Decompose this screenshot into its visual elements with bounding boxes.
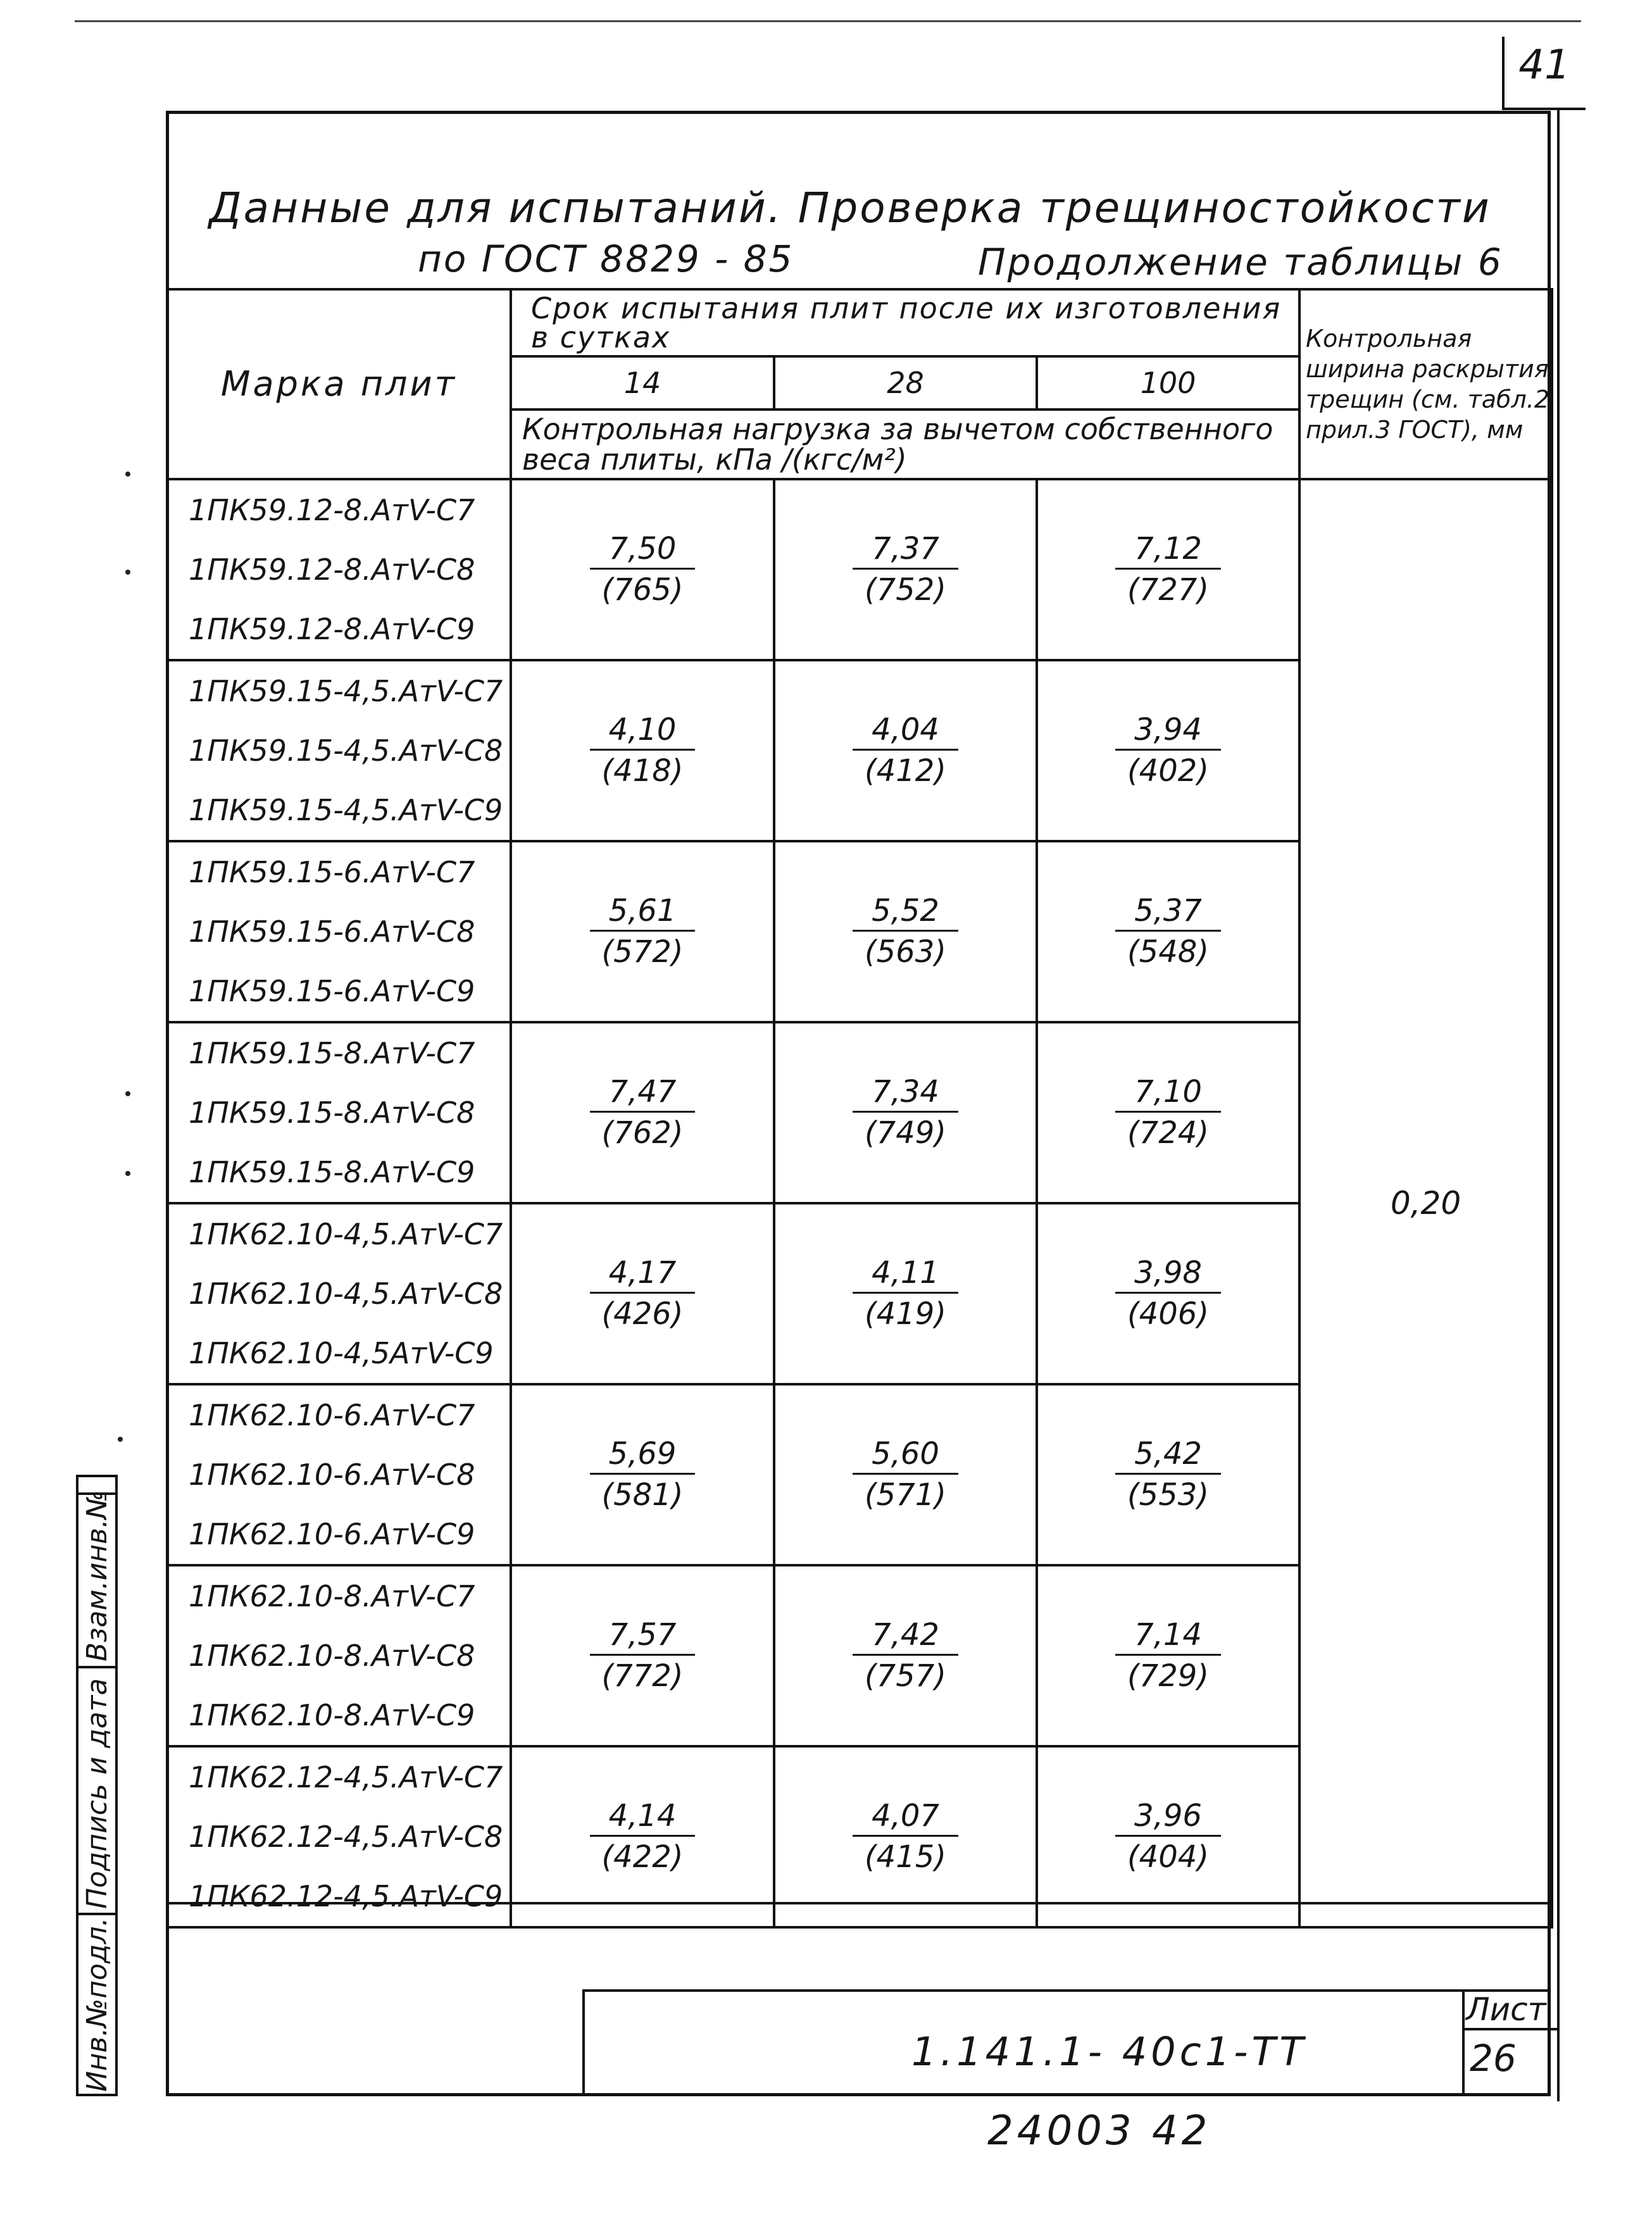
header-control-load: Контрольная нагрузка за вычетом собственного веса плиты, кПа /(кгс/м²) xyxy=(511,410,1299,479)
plate-mark: 1ПК59.15-8.АтV-С8 xyxy=(189,1096,475,1130)
side-label-podpis-data: Подпись и дата xyxy=(81,1678,113,1909)
mark-cell xyxy=(167,1022,511,1203)
load-kpa: 3,94 xyxy=(1115,711,1221,751)
load-kpa: 7,42 xyxy=(853,1616,958,1656)
load-100-cell xyxy=(1037,479,1299,660)
load-kgs: (762) xyxy=(601,1115,684,1151)
header-marka: Марка плит xyxy=(167,289,511,479)
load-14-cell xyxy=(511,660,774,841)
load-28-cell xyxy=(774,1384,1037,1565)
load-kgs: (749) xyxy=(864,1115,947,1151)
load-100-cell xyxy=(1037,1746,1299,1927)
load-kpa: 3,96 xyxy=(1115,1797,1221,1837)
load-14-cell xyxy=(511,841,774,1022)
load-28-cell xyxy=(774,841,1037,1022)
load-kgs: (729) xyxy=(1127,1658,1210,1694)
load-kpa: 4,11 xyxy=(853,1254,958,1294)
load-kpa: 5,52 xyxy=(853,892,958,932)
load-kpa: 4,10 xyxy=(590,711,696,751)
load-14-cell xyxy=(511,1746,774,1927)
mark-cell xyxy=(167,1746,511,1927)
top-border-line xyxy=(75,20,1581,22)
load-kgs: (581) xyxy=(601,1477,684,1513)
load-14-cell xyxy=(511,1022,774,1203)
load-kpa: 7,37 xyxy=(853,530,958,570)
load-kgs: (422) xyxy=(601,1839,684,1875)
mark-cell xyxy=(167,479,511,660)
load-kgs: (406) xyxy=(1127,1296,1210,1332)
load-kgs: (553) xyxy=(1127,1477,1210,1513)
plate-mark: 1ПК59.15-6.АтV-С9 xyxy=(189,974,475,1008)
load-100-cell xyxy=(1037,1384,1299,1565)
bottom-number: 24003 42 xyxy=(987,2108,1211,2154)
load-kgs: (412) xyxy=(864,753,947,789)
test-data-table xyxy=(166,288,1553,1929)
header-day-28: 28 xyxy=(774,356,1037,410)
load-14-cell xyxy=(511,479,774,660)
plate-mark: 1ПК62.12-4,5.АтV-С9 xyxy=(189,1879,503,1913)
scan-speck xyxy=(125,472,130,477)
load-28-cell xyxy=(774,479,1037,660)
side-cell-divider xyxy=(76,1913,118,1915)
load-28-cell xyxy=(774,1746,1037,1927)
load-14-cell xyxy=(511,1565,774,1746)
load-kpa: 4,07 xyxy=(853,1797,958,1837)
plate-mark: 1ПК59.12-8.АтV-С8 xyxy=(189,553,475,587)
scan-speck xyxy=(118,1437,123,1442)
scan-speck xyxy=(125,570,130,575)
load-kpa: 5,60 xyxy=(853,1435,958,1475)
load-kgs: (572) xyxy=(601,934,684,970)
load-kpa: 5,69 xyxy=(590,1435,696,1475)
sheet-number: 26 xyxy=(1470,2037,1517,2080)
mark-cell xyxy=(167,1384,511,1565)
load-kgs: (415) xyxy=(864,1839,947,1875)
load-28-cell xyxy=(774,660,1037,841)
load-14-cell xyxy=(511,1384,774,1565)
plate-mark: 1ПК62.10-4,5АтV-С9 xyxy=(189,1336,494,1370)
scan-speck xyxy=(125,1171,130,1176)
plate-mark: 1ПК62.10-6.АтV-С8 xyxy=(189,1458,475,1492)
load-kpa: 5,42 xyxy=(1115,1435,1221,1475)
load-100-cell xyxy=(1037,841,1299,1022)
page-number: 41 xyxy=(1518,42,1570,89)
document-title: Данные для испытаний. Проверка трещиностойкости xyxy=(209,184,1491,232)
plate-mark: 1ПК59.15-8.АтV-С7 xyxy=(189,1036,475,1070)
load-100-cell xyxy=(1037,1022,1299,1203)
mark-cell xyxy=(167,841,511,1022)
document-code: 1.141.1- 40с1-ТТ xyxy=(911,2029,1308,2075)
plate-mark: 1ПК59.15-8.АтV-С9 xyxy=(189,1155,475,1189)
header-day-14: 14 xyxy=(511,356,774,410)
plate-mark: 1ПК62.10-4,5.АтV-С7 xyxy=(189,1217,503,1251)
load-100-cell xyxy=(1037,1565,1299,1746)
load-kpa: 7,10 xyxy=(1115,1073,1221,1113)
plate-mark: 1ПК62.10-8.АтV-С9 xyxy=(189,1698,475,1732)
load-100-cell xyxy=(1037,1203,1299,1384)
plate-mark: 1ПК62.10-8.АтV-С8 xyxy=(189,1639,475,1673)
load-100-cell xyxy=(1037,660,1299,841)
load-kpa: 5,61 xyxy=(590,892,696,932)
load-kpa: 7,50 xyxy=(590,530,696,570)
header-day-100: 100 xyxy=(1037,356,1299,410)
load-kgs: (757) xyxy=(864,1658,947,1694)
plate-mark: 1ПК62.10-4,5.АтV-С8 xyxy=(189,1277,503,1311)
document-subtitle: по ГОСТ 8829 - 85 xyxy=(418,237,794,280)
load-kpa: 7,12 xyxy=(1115,530,1221,570)
load-kpa: 7,34 xyxy=(853,1073,958,1113)
plate-mark: 1ПК59.15-4,5.АтV-С8 xyxy=(189,734,503,768)
header-control-width: Контрольная ширина раскрытия трещин (см. табл.2 прил.3 ГОСТ), мм xyxy=(1299,289,1552,479)
frame-right-line xyxy=(1557,108,1560,2101)
side-cell-divider xyxy=(76,1666,118,1668)
load-kgs: (727) xyxy=(1127,572,1210,608)
load-kpa: 4,14 xyxy=(590,1797,696,1837)
load-kgs: (571) xyxy=(864,1477,947,1513)
side-label-vzam-inv: Взам.инв.№ xyxy=(81,1490,113,1661)
load-14-cell xyxy=(511,1203,774,1384)
plate-mark: 1ПК62.10-8.АтV-С7 xyxy=(189,1579,475,1613)
mark-cell xyxy=(167,1203,511,1384)
load-kpa: 4,04 xyxy=(853,711,958,751)
plate-mark: 1ПК59.15-4,5.АтV-С7 xyxy=(189,674,503,708)
load-kpa: 3,98 xyxy=(1115,1254,1221,1294)
load-kgs: (563) xyxy=(864,934,947,970)
control-width-value: 0,20 xyxy=(1299,479,1552,1927)
sheet-hline xyxy=(1462,2028,1557,2030)
stamp-top-line xyxy=(166,1902,1551,1904)
load-kgs: (772) xyxy=(601,1658,684,1694)
load-kgs: (419) xyxy=(864,1296,947,1332)
header-test-period: Срок испытания плит после их изготовления в сутках xyxy=(511,289,1299,356)
sheet-label: Лист xyxy=(1466,1991,1546,2028)
load-kgs: (418) xyxy=(601,753,684,789)
plate-mark: 1ПК62.10-6.АтV-С9 xyxy=(189,1517,475,1551)
plate-mark: 1ПК59.15-6.АтV-С7 xyxy=(189,855,475,889)
plate-mark: 1ПК62.12-4,5.АтV-С8 xyxy=(189,1820,503,1854)
mark-cell xyxy=(167,1565,511,1746)
load-28-cell xyxy=(774,1022,1037,1203)
scan-speck xyxy=(125,1091,130,1096)
load-kgs: (404) xyxy=(1127,1839,1210,1875)
load-28-cell xyxy=(774,1203,1037,1384)
load-kpa: 4,17 xyxy=(590,1254,696,1294)
plate-mark: 1ПК59.12-8.АтV-С9 xyxy=(189,612,475,646)
plate-mark: 1ПК59.12-8.АтV-С7 xyxy=(189,493,475,527)
plate-mark: 1ПК62.10-6.АтV-С7 xyxy=(189,1398,475,1432)
side-label-inv-podl: Инв.№подл. xyxy=(81,1917,113,2092)
load-28-cell xyxy=(774,1565,1037,1746)
load-kgs: (548) xyxy=(1127,934,1210,970)
plate-mark: 1ПК59.15-6.АтV-С8 xyxy=(189,915,475,949)
load-kpa: 5,37 xyxy=(1115,892,1221,932)
table-row xyxy=(167,479,1552,660)
load-kgs: (426) xyxy=(601,1296,684,1332)
mark-cell xyxy=(167,660,511,841)
load-kgs: (402) xyxy=(1127,753,1210,789)
sheet-divider xyxy=(1462,1989,1465,2096)
plate-mark: 1ПК62.12-4,5.АтV-С7 xyxy=(189,1760,503,1794)
table-continuation-label: Продолжение таблицы 6 xyxy=(978,241,1503,284)
load-kpa: 7,14 xyxy=(1115,1616,1221,1656)
load-kgs: (724) xyxy=(1127,1115,1210,1151)
load-kpa: 7,47 xyxy=(590,1073,696,1113)
load-kgs: (752) xyxy=(864,572,947,608)
load-kgs: (765) xyxy=(601,572,684,608)
plate-mark: 1ПК59.15-4,5.АтV-С9 xyxy=(189,793,503,827)
load-kpa: 7,57 xyxy=(590,1616,696,1656)
